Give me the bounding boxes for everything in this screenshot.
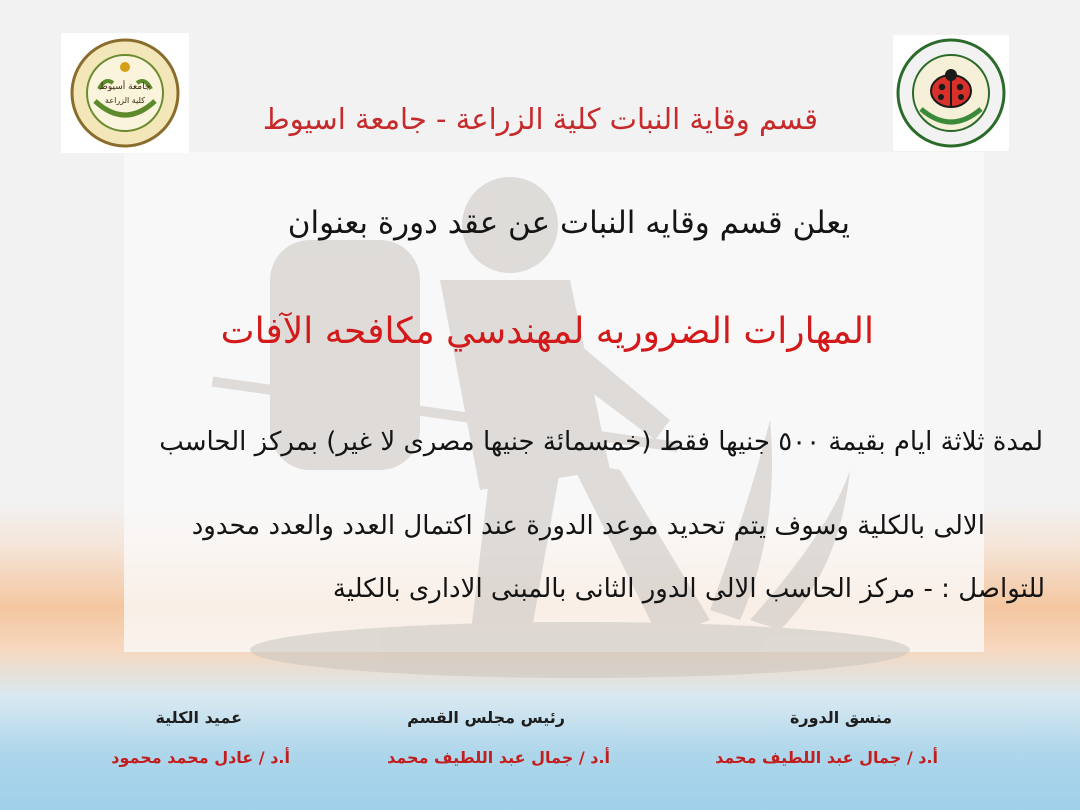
course-title: المهارات الضروريه لمهندسي مكافحه الآفات — [220, 311, 874, 352]
announcement-intro: يعلن قسم وقايه النبات عن عقد دورة بعنوان — [287, 205, 850, 241]
ladybug-seal-icon — [895, 37, 1007, 149]
faculty-of-agriculture-logo — [61, 33, 189, 153]
coordinator-name: أ.د / جمال عبد اللطيف محمد — [715, 748, 938, 767]
contact-line: للتواصل : - مركز الحاسب الالى الدور الثانى بالمبنى الادارى بالكلية — [332, 574, 1045, 604]
svg-text:جامعة أسيوط: جامعة أسيوط — [99, 82, 151, 92]
department-head-name: أ.د / جمال عبد اللطيف محمد — [387, 748, 610, 767]
svg-text:كلية الزراعة: كلية الزراعة — [105, 96, 145, 105]
dean-name: أ.د / عادل محمد محمود — [111, 748, 290, 767]
dean-role: عميد الكلية — [155, 708, 242, 727]
department-header-title: قسم وقاية النبات كلية الزراعة - جامعة اسيوط — [262, 102, 818, 136]
plant-protection-department-logo — [893, 35, 1009, 151]
course-details-line-1: لمدة ثلاثة ايام بقيمة ٥٠٠ جنيها فقط (خمسمائة جنيها مصرى لا غير) بمركز الحاسب — [159, 427, 1043, 457]
coordinator-role: منسق الدورة — [789, 708, 892, 727]
faculty-of-agriculture-seal-icon — [65, 37, 185, 149]
course-details-line-2: الالى بالكلية وسوف يتم تحديد موعد الدورة عند اكتمال العدد والعدد محدود — [191, 511, 985, 541]
department-head-role: رئيس مجلس القسم — [407, 708, 565, 727]
